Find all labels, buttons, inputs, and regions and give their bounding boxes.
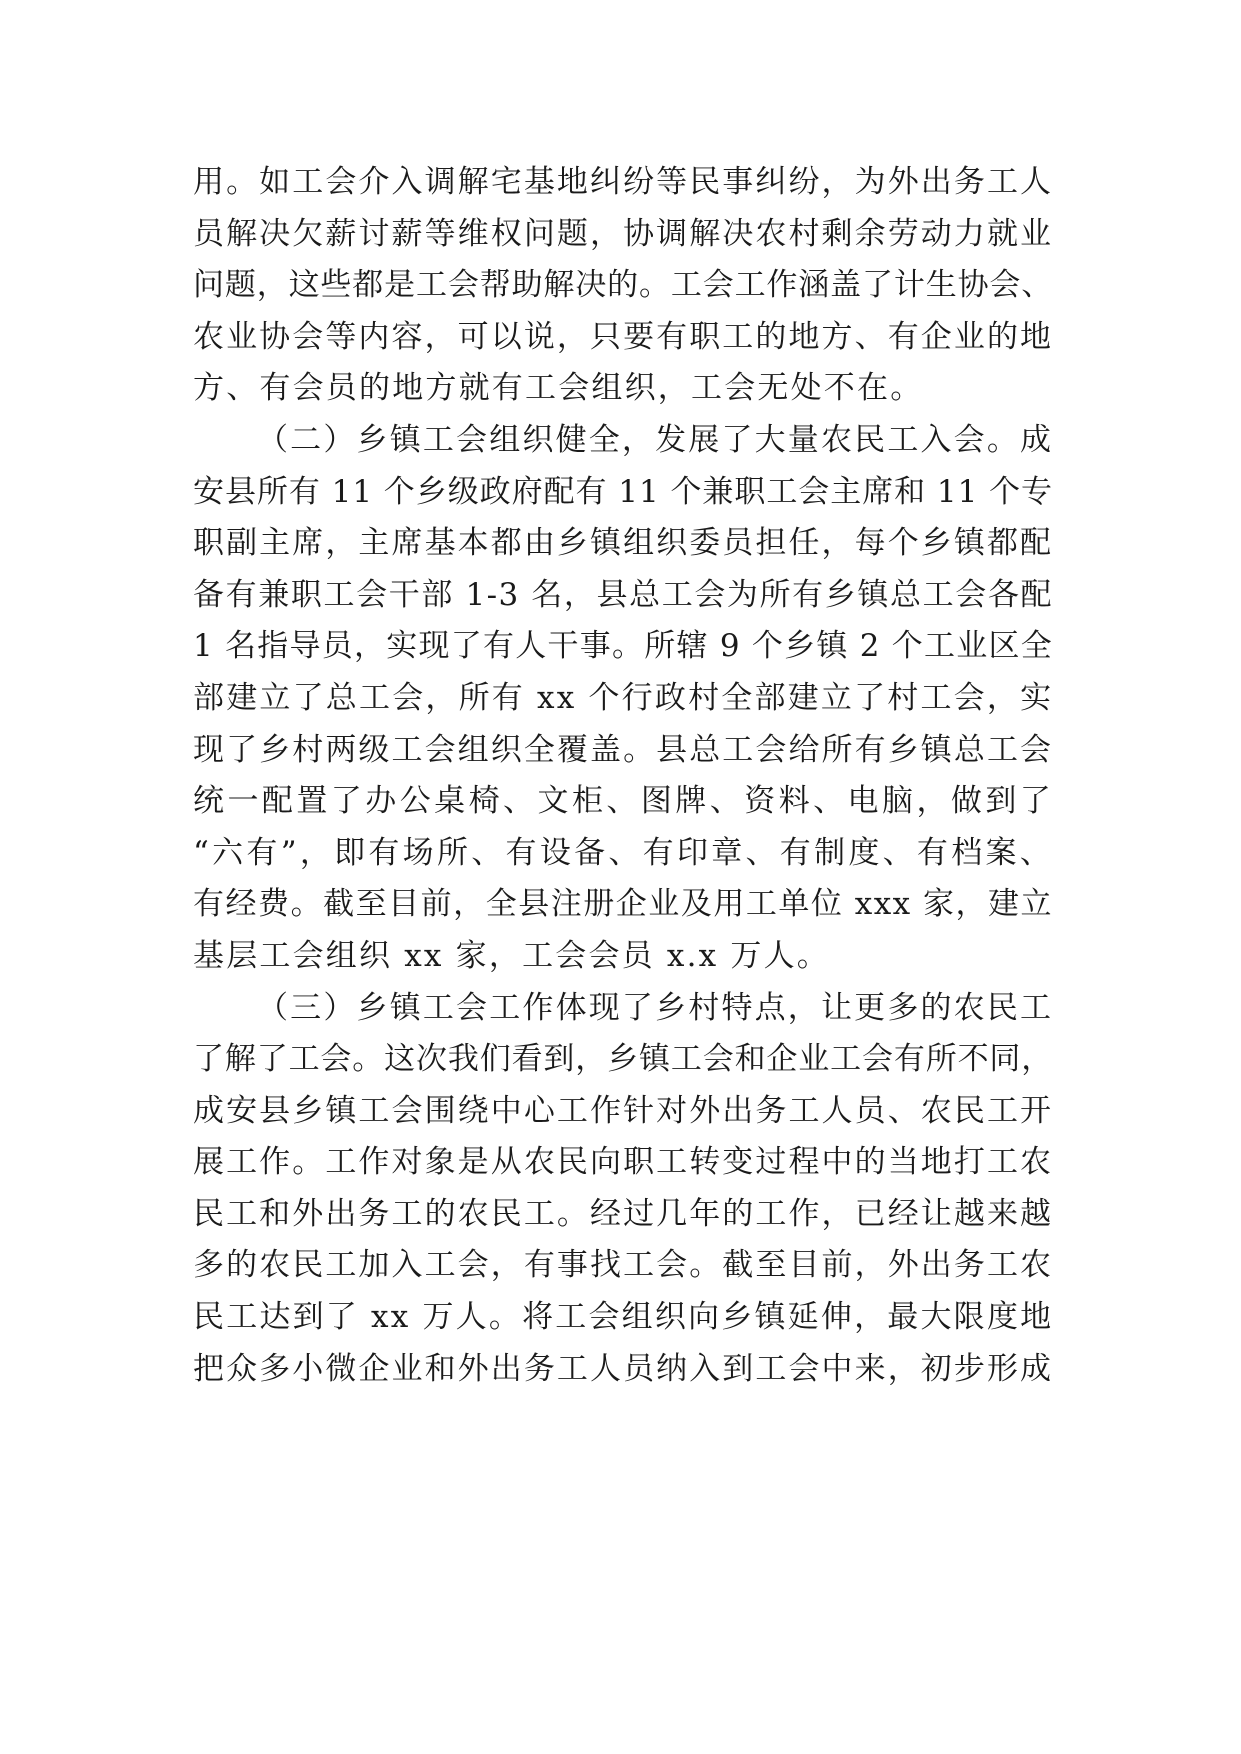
text-line: 民工和外出务工的农民工。经过几年的工作，已经让越来越	[193, 1195, 1053, 1232]
text-line: 民工达到了 xx 万人。将工会组织向乡镇延伸，最大限度地	[193, 1299, 1054, 1336]
text-line: 基层工会组织 xx 家，工会会员 x.x 万人。	[193, 937, 830, 974]
text-line: 展工作。工作对象是从农民向职工转变过程中的当地打工农	[193, 1144, 1053, 1181]
paragraph-heading-line: （二）乡镇工会组织健全，发展了大量农民工入会。成	[257, 421, 1053, 458]
text-line: 部建立了总工会，所有 xx 个行政村全部建立了村工会，实	[193, 679, 1054, 716]
text-line: 成安县乡镇工会围绕中心工作针对外出务工人员、农民工开	[193, 1092, 1053, 1129]
text-line: 多的农民工加入工会，有事找工会。截至目前，外出务工农	[193, 1247, 1053, 1284]
text-line: “六有”，即有场所、有设备、有印章、有制度、有档案、	[193, 834, 1053, 871]
text-line: 方、有会员的地方就有工会组织，工会无处不在。	[193, 370, 924, 407]
text-line: 职副主席，主席基本都由乡镇组织委员担任，每个乡镇都配	[193, 525, 1053, 562]
body-text	[193, 157, 1053, 1395]
text-line: 备有兼职工会干部 1-3 名，县总工会为所有乡镇总工会各配	[193, 576, 1053, 613]
text-line: 问题，这些都是工会帮助解决的。工会工作涵盖了计生协会、	[193, 267, 1053, 304]
text-line: 农业协会等内容，可以说，只要有职工的地方、有企业的地	[193, 318, 1053, 355]
text-line: 有经费。截至目前，全县注册企业及用工单位 xxx 家，建立	[193, 886, 1053, 923]
text-line: 把众多小微企业和外出务工人员纳入到工会中来，初步形成	[193, 1350, 1053, 1387]
text-line: 现了乡村两级工会组织全覆盖。县总工会给所有乡镇总工会	[193, 731, 1053, 768]
text-line: 安县所有 11 个乡级政府配有 11 个兼职工会主席和 11 个专	[193, 473, 1053, 510]
paragraph-heading-line: （三）乡镇工会工作体现了乡村特点，让更多的农民工	[257, 989, 1053, 1026]
text-line: 了解了工会。这次我们看到，乡镇工会和企业工会有所不同，	[193, 1041, 1053, 1078]
text-line: 1 名指导员，实现了有人干事。所辖 9 个乡镇 2 个工业区全	[193, 628, 1053, 665]
text-line: 员解决欠薪讨薪等维权问题，协调解决农村剩余劳动力就业	[193, 215, 1053, 252]
text-line: 统一配置了办公桌椅、文柜、图牌、资料、电脑，做到了	[193, 783, 1053, 820]
text-line: 用。如工会介入调解宅基地纠纷等民事纠纷，为外出务工人	[193, 164, 1053, 200]
